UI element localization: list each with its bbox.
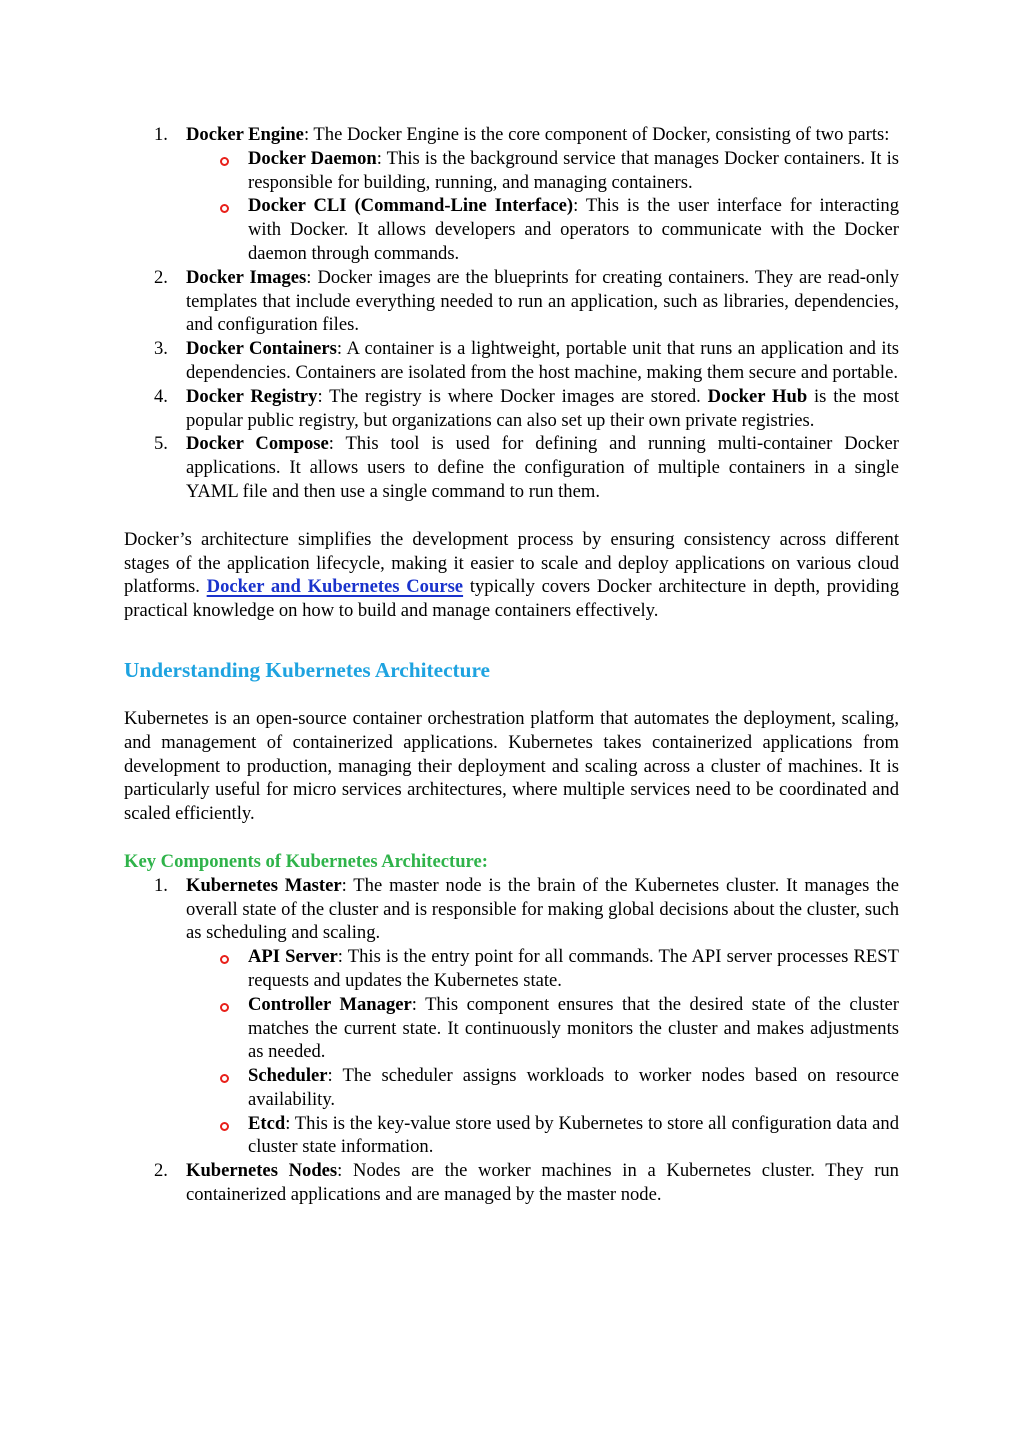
term-controller-manager: Controller Manager bbox=[248, 993, 412, 1015]
hollow-circle-bullet-icon bbox=[220, 955, 229, 964]
docker-engine-sublist bbox=[186, 147, 899, 266]
item-text: : The scheduler assigns workloads to worker nodes based on resource availability. bbox=[248, 1065, 899, 1110]
item-text: : This tool is used for defining and running multi-container Docker applications. It allows users to define the configuration of multiple containers in a single YAML file and then use a single command to run them. bbox=[186, 433, 899, 502]
term-docker-images: Docker Images bbox=[186, 266, 307, 288]
term-kubernetes-master: Kubernetes Master bbox=[186, 874, 342, 896]
list-item-docker-compose bbox=[124, 432, 899, 503]
item-text: : This is the entry point for all commands. The API server processes REST requests and updates the Kubernetes state. bbox=[248, 946, 899, 991]
sublist-item-docker-daemon bbox=[186, 147, 899, 195]
sublist-item-etcd bbox=[186, 1112, 899, 1160]
item-text: : This is the key-value store used by Kubernetes to store all configuration data and cluster state information. bbox=[248, 1112, 899, 1158]
kubernetes-intro-paragraph: Kubernetes is an open-source container orchestration platform that automates the deployment, scaling, and management of containerized applications. Kubernetes takes containerized applications from development to production, managing their deployment and scaling across a cluster of machines. It is particularly useful for micro services architectures, where multiple services need to be coordinated and scaled efficiently. bbox=[124, 707, 899, 825]
docker-kubernetes-course-link[interactable]: Docker and Kubernetes Course bbox=[206, 576, 464, 598]
sublist-item-docker-cli bbox=[186, 194, 899, 265]
list-item-docker-registry bbox=[124, 385, 899, 433]
item-text: : This is the user interface for interacting with Docker. It allows developers and operators to communicate with the Docker daemon through commands. bbox=[248, 195, 899, 264]
item-text: : The Docker Engine is the core component of Docker, consisting of two parts: bbox=[303, 124, 890, 145]
document-page bbox=[124, 123, 899, 1207]
list-number: 2. bbox=[154, 266, 168, 288]
item-text: : Docker images are the blueprints for creating containers. They are read-only templates that include everything needed to run an application, such as libraries, dependencies, and configuration files. bbox=[186, 266, 899, 336]
hollow-circle-bullet-icon bbox=[220, 1074, 229, 1083]
list-item-docker-engine bbox=[124, 123, 899, 266]
hollow-circle-bullet-icon bbox=[220, 157, 229, 166]
item-text: : A container is a lightweight, portable unit that runs an application and its dependencies. Containers are isolated from the host machine, making them secure and portable. bbox=[186, 338, 899, 383]
list-item-docker-images bbox=[124, 266, 899, 337]
kubernetes-master-sublist bbox=[186, 945, 899, 1159]
docker-summary-paragraph bbox=[124, 528, 899, 623]
list-number: 2. bbox=[154, 1160, 168, 1182]
term-api-server: API Server bbox=[248, 946, 338, 968]
hollow-circle-bullet-icon bbox=[220, 204, 229, 213]
sublist-item-scheduler bbox=[186, 1064, 899, 1112]
term-etcd: Etcd bbox=[248, 1112, 286, 1134]
term-docker-hub: Docker Hub bbox=[707, 385, 808, 407]
term-kubernetes-nodes: Kubernetes Nodes bbox=[186, 1160, 338, 1182]
list-number: 5. bbox=[154, 433, 168, 455]
term-docker-compose: Docker Compose bbox=[186, 433, 329, 455]
kubernetes-components-list bbox=[124, 874, 899, 1207]
term-docker-registry: Docker Registry bbox=[186, 385, 318, 407]
item-text: : This is the background service that manages Docker containers. It is responsible for building, running, and managing containers. bbox=[248, 147, 899, 193]
list-item-kubernetes-nodes bbox=[124, 1159, 899, 1207]
kubernetes-architecture-heading: Understanding Kubernetes Architecture bbox=[124, 657, 490, 682]
term-docker-engine: Docker Engine bbox=[186, 124, 304, 145]
item-text: : Nodes are the worker machines in a Kubernetes cluster. They run containerized applications and are managed by the master node. bbox=[186, 1160, 899, 1206]
summary-text: typically covers Docker architecture in depth, providing practical knowledge on how to build and manage containers effectively. bbox=[124, 576, 900, 622]
docker-components-list bbox=[124, 123, 899, 504]
term-docker-daemon: Docker Daemon bbox=[248, 147, 377, 169]
item-text: : The registry is where Docker images are stored. bbox=[317, 385, 708, 407]
sublist-item-api-server bbox=[186, 945, 899, 993]
item-text: is the most popular public registry, but organizations can also set up their own private registries. bbox=[186, 385, 899, 431]
hollow-circle-bullet-icon bbox=[220, 1122, 229, 1131]
list-number: 1. bbox=[154, 124, 168, 145]
summary-text: Docker’s architecture simplifies the development process by ensuring consistency across different stages of the application lifecycle, making it easier to scale and deploy applications on various cloud platforms. bbox=[124, 528, 899, 598]
item-text: : The master node is the brain of the Kubernetes cluster. It manages the overall state of the cluster and is responsible for making global decisions about the cluster, such as scheduling and scaling. bbox=[186, 874, 899, 944]
list-item-docker-containers bbox=[124, 337, 899, 385]
term-docker-containers: Docker Containers bbox=[186, 338, 337, 360]
hollow-circle-bullet-icon bbox=[220, 1003, 229, 1012]
sublist-item-controller-manager bbox=[186, 993, 899, 1064]
key-components-heading: Key Components of Kubernetes Architecture: bbox=[124, 850, 488, 872]
list-number: 3. bbox=[154, 338, 168, 360]
list-item-kubernetes-master bbox=[124, 874, 899, 1160]
term-scheduler: Scheduler bbox=[248, 1065, 328, 1087]
term-docker-cli: Docker CLI (Command-Line Interface) bbox=[248, 195, 574, 217]
list-number: 1. bbox=[154, 874, 168, 896]
list-number: 4. bbox=[154, 385, 168, 407]
item-text: : This component ensures that the desired state of the cluster matches the current state. It continuously monitors the cluster and makes adjustments as needed. bbox=[248, 993, 899, 1063]
